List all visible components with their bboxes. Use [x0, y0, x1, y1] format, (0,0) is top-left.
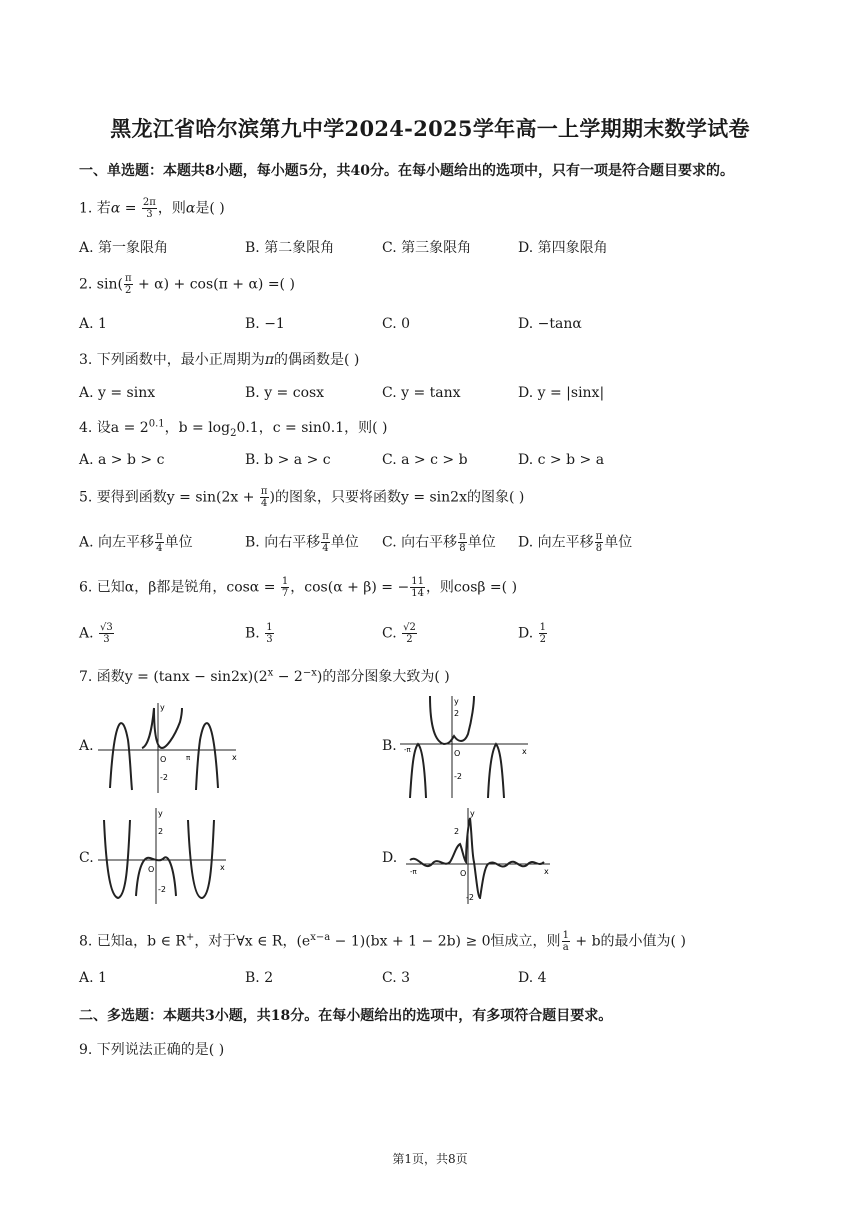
two-label: 2: [158, 827, 164, 836]
q2-option-d[interactable]: D. −tanα: [518, 316, 582, 332]
q6-text-a: 6. 已知α，β都是锐角，cosα =: [79, 579, 280, 596]
q8-option-a[interactable]: A. 1: [79, 970, 107, 986]
curve-left: [410, 744, 426, 798]
q5-b-den: 4: [322, 543, 329, 554]
q5-option-a[interactable]: [79, 531, 193, 554]
q5-d-den: 8: [595, 543, 603, 554]
q8-option-c[interactable]: C. 3: [382, 970, 411, 986]
q5-a-post: 单位: [164, 534, 193, 551]
y-label: y: [160, 703, 165, 712]
section-heading-single-choice: 一、单选题：本题共8小题，每小题5分，共40分。在每小题给出的选项中，只有一项是符合题目要求的。: [79, 163, 734, 179]
q4-b2: 0.1，c = sin0.1，则( ): [236, 420, 388, 436]
q1-fraction: [142, 197, 157, 220]
q7-text-c: )的部分图象大致为( ): [316, 669, 450, 685]
q6-d-den: 2: [539, 634, 547, 645]
q6-b-pre: B.: [245, 625, 265, 642]
two-label: 2: [454, 827, 460, 836]
q5-option-b[interactable]: [245, 531, 359, 554]
q6-c-num: √2: [403, 622, 416, 633]
neg-pi-label: -π: [410, 868, 417, 876]
origin-label: O: [454, 749, 461, 758]
q8-option-b[interactable]: B. 2: [245, 970, 274, 986]
q6-a-num: √3: [100, 622, 113, 633]
x-label: x: [232, 753, 237, 762]
q6-option-c[interactable]: [382, 622, 418, 645]
q7-graph-a[interactable]: [96, 700, 244, 795]
q6-option-a[interactable]: [79, 622, 115, 645]
q6-b-fraction: [265, 622, 273, 645]
q6-d2: 14: [411, 588, 424, 599]
q6-c-pre: C.: [382, 625, 402, 642]
question-4: [79, 417, 388, 439]
q7-graph-c[interactable]: [96, 806, 230, 906]
q7-text-a: 7. 函数y = (tanx − sin2x)(2: [79, 669, 268, 685]
q5-a-pre: A. 向左平移: [79, 534, 155, 551]
q5-c-pre: C. 向右平移: [382, 534, 458, 551]
question-3: [79, 349, 359, 369]
q2-prefix: 2. sin(: [79, 276, 123, 293]
neg-pi-label: -π: [404, 746, 411, 754]
q6-n1: 1: [281, 576, 289, 587]
x-label: x: [522, 747, 527, 756]
q7-graph-c-label[interactable]: C.: [79, 850, 94, 866]
curve-oscillation: [410, 818, 544, 898]
q1-alpha: α: [110, 200, 121, 217]
question-2: [79, 273, 295, 296]
q6-text-c: ，则cosβ =( ): [425, 579, 518, 596]
two-label: 2: [454, 709, 460, 718]
q6-d1: 7: [281, 588, 289, 599]
q7-graph-d-label[interactable]: D.: [382, 850, 398, 866]
q4-a-exp: 0.1: [148, 418, 165, 430]
q6-fraction-1: [281, 576, 289, 599]
q5-a-num: π: [156, 531, 163, 542]
q5-a-den: 4: [156, 543, 163, 554]
q3-option-c[interactable]: C. y = tanx: [382, 385, 461, 401]
origin-label: O: [160, 755, 167, 764]
q6-text-b: ，cos(α + β) = −: [290, 579, 410, 596]
q1-suffix: 是( ): [195, 200, 225, 217]
q6-option-b[interactable]: [245, 622, 275, 645]
question-9: 9. 下列说法正确的是( ): [79, 1042, 225, 1058]
q8-sup: +: [185, 931, 195, 943]
q5-d-post: 单位: [604, 534, 633, 551]
q4-option-c[interactable]: C. a > c > b: [382, 452, 468, 468]
q5-b-post: 单位: [330, 534, 359, 551]
q3-option-a[interactable]: A. y = sinx: [79, 385, 156, 401]
neg-two-label: -2: [158, 885, 166, 894]
q5-c-num: π: [459, 531, 466, 542]
q6-a-pre: A.: [79, 625, 99, 642]
question-6: [79, 576, 517, 599]
origin-label: O: [148, 865, 155, 874]
question-8: [79, 930, 686, 953]
q3-text-b: 的偶函数是( ): [274, 352, 360, 368]
q6-fraction-2: [410, 576, 425, 599]
q8-num: 1: [562, 930, 569, 941]
y-label: y: [454, 697, 459, 706]
q5-num: π: [260, 486, 268, 497]
q4-option-b[interactable]: B. b > a > c: [245, 452, 331, 468]
neg-two-label: -2: [466, 893, 474, 902]
q4-option-d[interactable]: D. c > b > a: [518, 452, 605, 468]
curve-right: [196, 723, 218, 790]
q1-alpha2: α: [185, 200, 196, 217]
q4-b-sub: 2: [230, 427, 237, 439]
q5-a-fraction: [155, 531, 164, 554]
q2-den: 2: [125, 285, 132, 296]
section-heading-multi-choice: 二、多选题：本题共3小题，共18分。在每小题给出的选项中，有多项符合题目要求。: [79, 1008, 613, 1024]
q6-d-pre: D.: [518, 625, 538, 642]
q7-text-b: − 2: [273, 669, 303, 685]
q5-d-pre: D. 向左平移: [518, 534, 594, 551]
q1-option-d[interactable]: D. 第四象限角: [518, 240, 608, 256]
q1-prefix: 1. 若: [79, 200, 111, 217]
q1-num: 2π: [142, 197, 156, 208]
q6-b-den: 3: [266, 634, 273, 645]
q7-graph-a-label[interactable]: A.: [79, 738, 94, 754]
q8-text-c: − 1)(bx + 1 − 2b) ≥ 0恒成立，则: [330, 933, 561, 950]
neg-two-label: -2: [160, 773, 168, 782]
q3-option-d[interactable]: D. y = |sinx|: [518, 385, 605, 401]
q3-option-b[interactable]: B. y = cosx: [245, 385, 325, 401]
q7-exp2: −x: [302, 667, 317, 679]
q5-b-fraction: [321, 531, 330, 554]
q7-exp1: x: [267, 667, 274, 679]
curve-mid-left: [142, 708, 154, 748]
q7-graph-d[interactable]: [404, 806, 554, 906]
q1-option-a[interactable]: A. 第一象限角: [79, 240, 169, 256]
q6-d-num: 1: [539, 622, 547, 633]
curve-right: [488, 744, 504, 798]
q6-n2: 11: [411, 576, 424, 587]
q2-option-b[interactable]: B. −1: [245, 316, 285, 332]
q1-option-c[interactable]: C. 第三象限角: [382, 240, 472, 256]
q8-text-a: 8. 已知a，b ∈ R: [79, 933, 186, 950]
q5-c-fraction: [458, 531, 467, 554]
q8-den: a: [562, 942, 569, 953]
q7-graph-b[interactable]: [398, 694, 532, 802]
q3-pi: π: [264, 352, 275, 368]
q6-c-den: 2: [406, 634, 413, 645]
origin-label: O: [460, 869, 467, 878]
q1-option-b[interactable]: B. 第二象限角: [245, 240, 335, 256]
q6-a-den: 3: [103, 634, 110, 645]
q8-text-d: + b的最小值为( ): [570, 933, 686, 950]
q1-eq: =: [120, 200, 141, 217]
q2-option-a[interactable]: A. 1: [79, 316, 107, 332]
q4-b: ，b = log: [164, 420, 231, 436]
question-5: [79, 486, 524, 509]
question-7: [79, 666, 450, 686]
q8-fraction: [562, 930, 570, 953]
q5-text-b: )的图象，只要将函数y = sin2x的图象( ): [269, 489, 525, 506]
curve-left: [104, 820, 130, 898]
q4-option-a[interactable]: A. a > b > c: [79, 452, 165, 468]
q2-num: π: [124, 273, 132, 284]
q5-b-num: π: [322, 531, 329, 542]
q1-mid: ，则: [157, 200, 186, 217]
q2-fraction: [124, 273, 133, 296]
curve-left: [110, 723, 132, 790]
q8-option-d[interactable]: D. 4: [518, 970, 547, 986]
q5-c-post: 单位: [467, 534, 496, 551]
q7-graph-b-label[interactable]: B.: [382, 738, 397, 754]
q1-den: 3: [146, 209, 153, 220]
x-label: x: [544, 867, 549, 876]
q6-a-fraction: [99, 622, 114, 645]
q5-c-den: 8: [459, 543, 466, 554]
y-label: y: [158, 809, 163, 818]
q6-c-fraction: [402, 622, 417, 645]
y-label: y: [470, 809, 475, 818]
q5-d-fraction: [595, 531, 604, 554]
q6-b-num: 1: [266, 622, 273, 633]
q5-text-a: 5. 要得到函数y = sin(2x +: [79, 489, 259, 506]
q5-den: 4: [261, 498, 268, 509]
q6-option-d[interactable]: [518, 622, 548, 645]
q4-a: 4. 设a = 2: [79, 420, 149, 436]
pi-half-label: π: [186, 754, 191, 762]
page-title: 黑龙江省哈尔滨第九中学2024-2025学年高一上学期期末数学试卷: [110, 116, 750, 141]
curve-right: [188, 820, 214, 898]
x-label: x: [220, 863, 225, 872]
q5-fraction: [260, 486, 269, 509]
q2-rest: + α) + cos(π + α) =( ): [133, 276, 295, 293]
q6-d-fraction: [539, 622, 547, 645]
q5-d-num: π: [595, 531, 603, 542]
page-footer: 第1页，共8页: [392, 1152, 468, 1166]
q5-option-d[interactable]: [518, 531, 632, 554]
q3-text-a: 3. 下列函数中，最小正周期为: [79, 352, 265, 368]
q5-b-pre: B. 向右平移: [245, 534, 321, 551]
q8-exp: x−a: [310, 931, 331, 943]
neg-two-label: -2: [454, 772, 462, 781]
question-1: [79, 197, 225, 220]
q8-text-b: ，对于∀x ∈ R，(e: [194, 933, 311, 950]
q2-option-c[interactable]: C. 0: [382, 316, 411, 332]
q5-option-c[interactable]: [382, 531, 496, 554]
